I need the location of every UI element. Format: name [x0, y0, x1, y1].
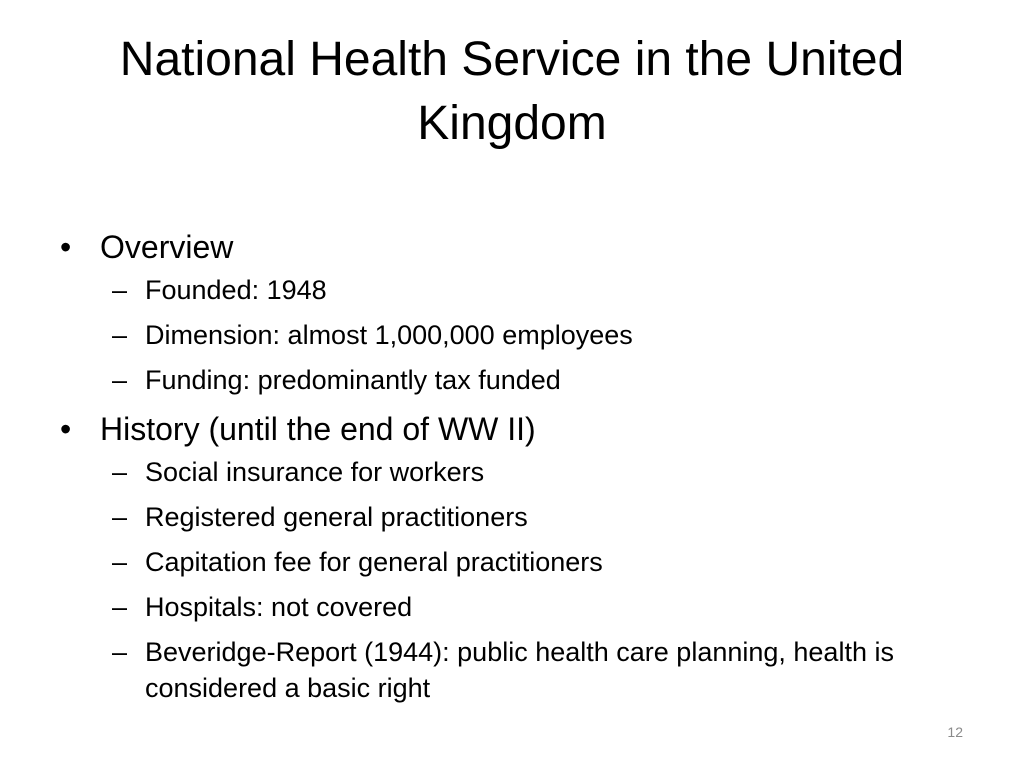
subitem-hospitals — [56, 589, 956, 625]
history-subitems — [56, 454, 956, 706]
subitem-registered-gps — [56, 499, 956, 535]
subitem-beveridge-report — [56, 634, 956, 706]
bullet-overview — [56, 225, 956, 269]
bullet-icon: • — [60, 411, 72, 447]
subitem-dimension — [56, 317, 956, 353]
subitem-capitation-fee — [56, 544, 956, 580]
subitem-text: Funding: predominantly tax funded — [145, 365, 561, 395]
dash-icon: – — [112, 320, 128, 350]
subitem-text: Social insurance for workers — [145, 457, 485, 487]
dash-icon: – — [112, 592, 128, 622]
bullet-label: History (until the end of WW II) — [100, 411, 536, 447]
subitem-funding — [56, 362, 956, 398]
slide-title: National Health Service in the United Kingdom — [119, 33, 905, 150]
bullet-history — [56, 407, 956, 451]
dash-icon: – — [112, 275, 128, 305]
subitem-text: Capitation fee for general practitioners — [145, 547, 603, 577]
dash-icon: – — [112, 547, 128, 577]
subitem-text: Hospitals: not covered — [145, 592, 413, 622]
subitem-text: Beveridge-Report (1944): public health care planning, health is considered a basic right — [145, 637, 894, 703]
subitem-text: Founded: 1948 — [145, 275, 327, 305]
subitem-founded — [56, 272, 956, 308]
subitem-social-insurance — [56, 454, 956, 490]
page-number: 12 — [947, 724, 963, 740]
dash-icon: – — [112, 637, 128, 667]
overview-subitems — [56, 272, 956, 398]
slide-content — [56, 225, 956, 715]
dash-icon: – — [112, 457, 128, 487]
subitem-text: Registered general practitioners — [145, 502, 528, 532]
bullet-label: Overview — [100, 229, 234, 265]
dash-icon: – — [112, 365, 128, 395]
bullet-icon: • — [60, 229, 72, 265]
dash-icon: – — [112, 502, 128, 532]
subitem-text: Dimension: almost 1,000,000 employees — [145, 320, 633, 350]
